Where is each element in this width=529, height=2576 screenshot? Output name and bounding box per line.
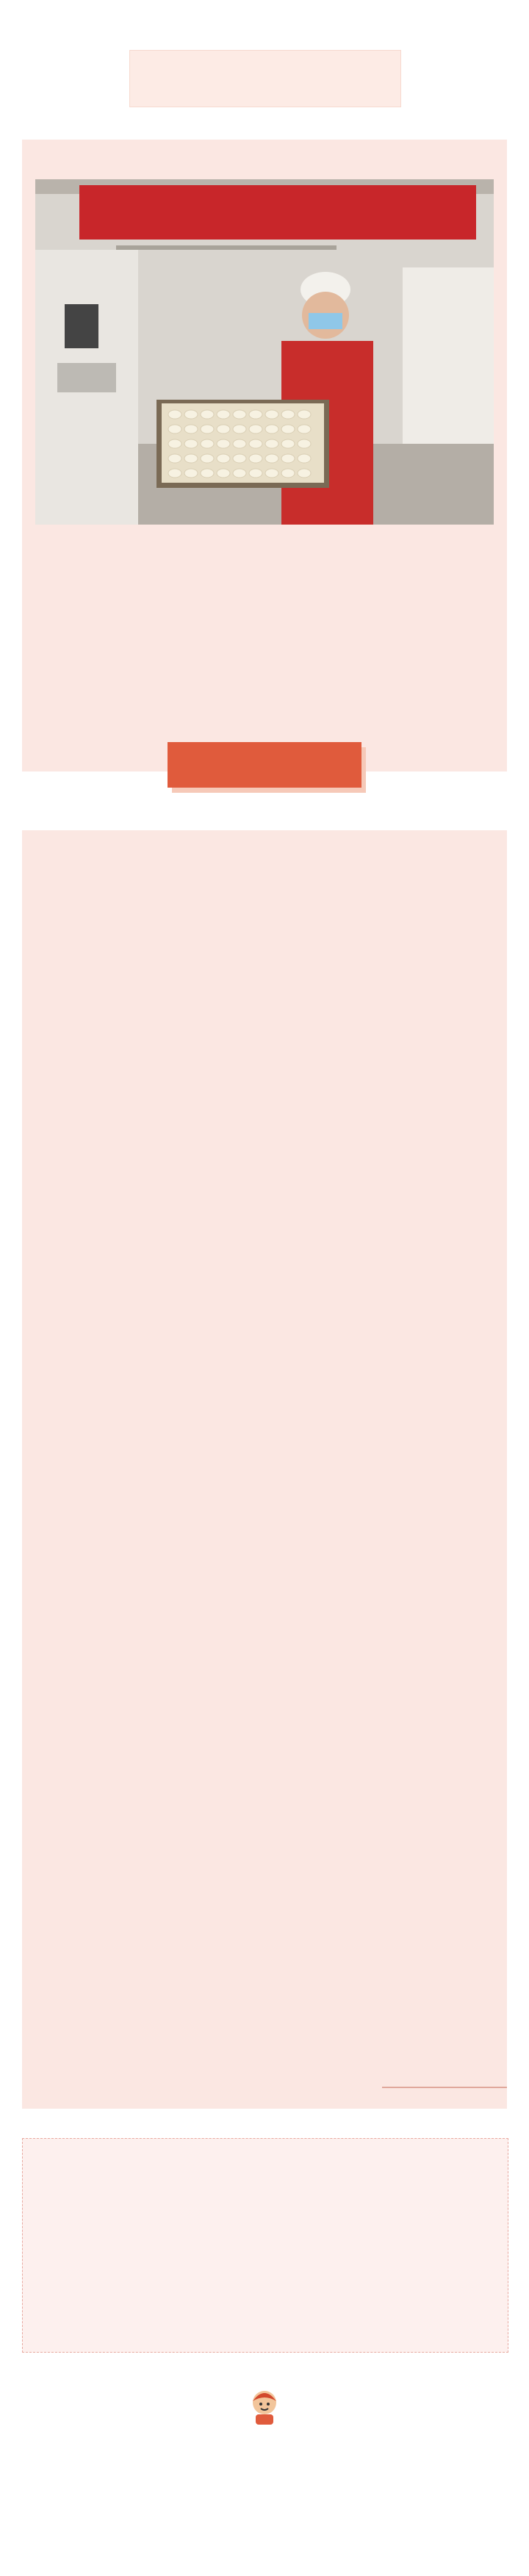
- activities-card: [22, 830, 507, 2109]
- mascot-icon: [247, 2388, 282, 2426]
- page-title: [129, 50, 401, 107]
- activities-body: [44, 852, 485, 882]
- card-divider: [382, 2087, 507, 2088]
- quote-box: [22, 2138, 508, 2353]
- photo-illustration: [35, 179, 494, 525]
- section-tag: [168, 742, 361, 788]
- volunteer-photo: [35, 179, 494, 525]
